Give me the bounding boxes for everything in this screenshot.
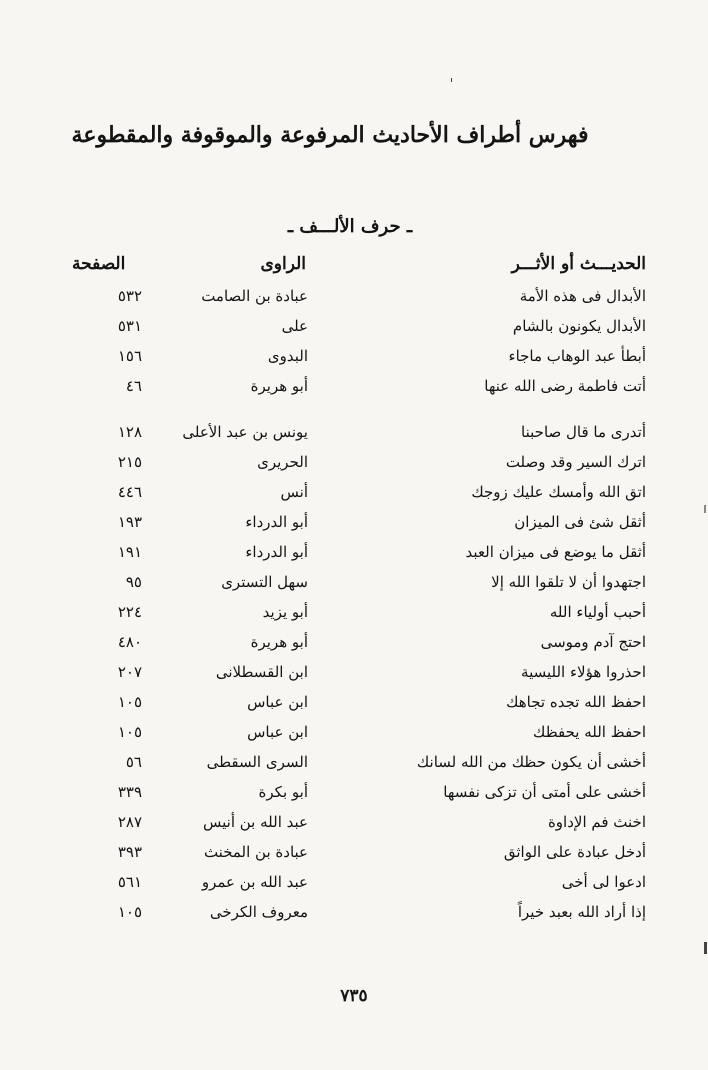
page-ref: ١٢٨ — [117, 423, 142, 441]
table-row — [0, 453, 708, 483]
page-ref: ٢٨٧ — [117, 813, 142, 831]
hadith-text: اترك السير وقد وصلت — [505, 453, 646, 471]
table-row — [0, 843, 708, 873]
header-narrator: الراوى — [260, 254, 306, 274]
page-ref: ٥٦ — [125, 753, 142, 771]
hadith-text: ادعوا لى أخى — [561, 873, 646, 891]
narrator-name: عبد الله بن عمرو — [201, 873, 308, 891]
hadith-text: أحبب أولياء الله — [549, 603, 646, 621]
narrator-name: البدوى — [267, 347, 308, 365]
table-row — [0, 347, 708, 377]
page-ref: ٩٥ — [125, 573, 142, 591]
hadith-text: اجتهدوا أن لا تلقوا الله إلا — [491, 573, 646, 591]
page-ref: ١٠٥ — [117, 693, 142, 711]
hadith-text: احتج آدم وموسى — [540, 633, 646, 651]
table-row — [0, 903, 708, 933]
table-row — [0, 483, 708, 513]
table-row — [0, 287, 708, 317]
hadith-text: أبطأ عبد الوهاب ماجاء — [508, 347, 646, 365]
narrator-name: عبادة بن المخنث — [203, 843, 308, 861]
page-ref: ١٩١ — [117, 543, 142, 561]
narrator-name: الحريرى — [257, 453, 308, 471]
narrator-name: يونس بن عبد الأعلى — [182, 423, 308, 441]
table-row — [0, 873, 708, 903]
table-row — [0, 543, 708, 573]
page-ref: ٥٦١ — [117, 873, 142, 891]
page-ref: ٥٣١ — [117, 317, 142, 335]
page-ref: ٣٣٩ — [117, 783, 142, 801]
narrator-name: أبو هريرة — [250, 377, 308, 395]
page-ref: ٤٦ — [125, 377, 142, 395]
narrator-name: أنس — [280, 483, 308, 501]
section-heading: ـ حرف الألـــف ـ — [287, 216, 413, 237]
table-row — [0, 813, 708, 843]
hadith-text: إذا أراد الله بعبد خيراً — [517, 903, 646, 921]
table-row — [0, 753, 708, 783]
table-row — [0, 633, 708, 663]
scan-edge-mark — [704, 505, 706, 513]
narrator-name: أبو هريرة — [250, 633, 308, 651]
page-ref: ١٥٦ — [117, 347, 142, 365]
index-title: فهرس أطراف الأحاديث المرفوعة والموقوفة والمقطوعة — [71, 122, 589, 148]
hadith-text: احفظ الله تجده تجاهك — [506, 693, 646, 711]
table-row — [0, 663, 708, 693]
hadith-text: أثقل ما يوضع فى ميزان العبد — [465, 543, 646, 561]
page-ref: ٢٢٤ — [117, 603, 142, 621]
narrator-name: ابن عباس — [247, 693, 308, 711]
narrator-name: عبد الله بن أنيس — [203, 813, 308, 831]
narrator-name: ابن القسطلانى — [215, 663, 308, 681]
table-row — [0, 693, 708, 723]
narrator-name: أبو الدرداء — [245, 543, 308, 561]
hadith-text: أخشى على أمتى أن تزكى نفسها — [443, 783, 646, 801]
page-ref: ٢٠٧ — [117, 663, 142, 681]
table-row — [0, 423, 708, 453]
narrator-name: أبو بكرة — [258, 783, 308, 801]
page-ref: ٥٣٢ — [117, 287, 142, 305]
scan-edge-mark — [704, 942, 707, 954]
narrator-name: معروف الكرخى — [209, 903, 308, 921]
hadith-text: احفظ الله يحفظك — [533, 723, 646, 741]
hadith-text: اخنث فم الإداوة — [547, 813, 646, 831]
hadith-text: أثقل شئ فى الميزان — [514, 513, 646, 531]
hadith-text: أتدرى ما قال صاحبنا — [521, 423, 646, 441]
page-ref: ٢١٥ — [117, 453, 142, 471]
header-hadith: الحديـــث أو الأثـــر — [511, 254, 646, 274]
header-page: الصفحة — [72, 254, 126, 274]
table-row — [0, 573, 708, 603]
narrator-name: أبو يزيد — [262, 603, 308, 621]
narrator-name: ابن عباس — [247, 723, 308, 741]
hadith-text: أتت فاطمة رضى الله عنها — [484, 377, 646, 395]
table-row — [0, 513, 708, 543]
hadith-text: الأبدال فى هذه الأمة — [519, 287, 646, 305]
table-row — [0, 783, 708, 813]
narrator-name: السرى السقطى — [206, 753, 308, 771]
table-row — [0, 317, 708, 347]
page-ref: ١٩٣ — [117, 513, 142, 531]
hadith-text: أدخل عبادة على الواثق — [503, 843, 646, 861]
narrator-name: سهل التسترى — [221, 573, 308, 591]
table-row — [0, 377, 708, 407]
page-number: ٧٣٥ — [340, 986, 368, 1006]
narrator-name: أبو الدرداء — [245, 513, 308, 531]
page-ref: ٤٨٠ — [117, 633, 142, 651]
table-row — [0, 603, 708, 633]
hadith-text: أخشى أن يكون حظك من الله لسانك — [416, 753, 646, 771]
narrator-name: عبادة بن الصامت — [201, 287, 308, 305]
page-ref: ٤٤٦ — [117, 483, 142, 501]
page-ref: ١٠٥ — [117, 903, 142, 921]
scan-speck — [451, 78, 452, 82]
column-headers — [0, 254, 708, 284]
narrator-name: على — [281, 317, 308, 335]
hadith-text: احذروا هؤلاء الليسية — [521, 663, 646, 681]
page-ref: ١٠٥ — [117, 723, 142, 741]
page-ref: ٣٩٣ — [117, 843, 142, 861]
hadith-text: اتق الله وأمسك عليك زوجك — [471, 483, 646, 501]
table-row — [0, 723, 708, 753]
hadith-text: الأبدال يكونون بالشام — [512, 317, 646, 335]
